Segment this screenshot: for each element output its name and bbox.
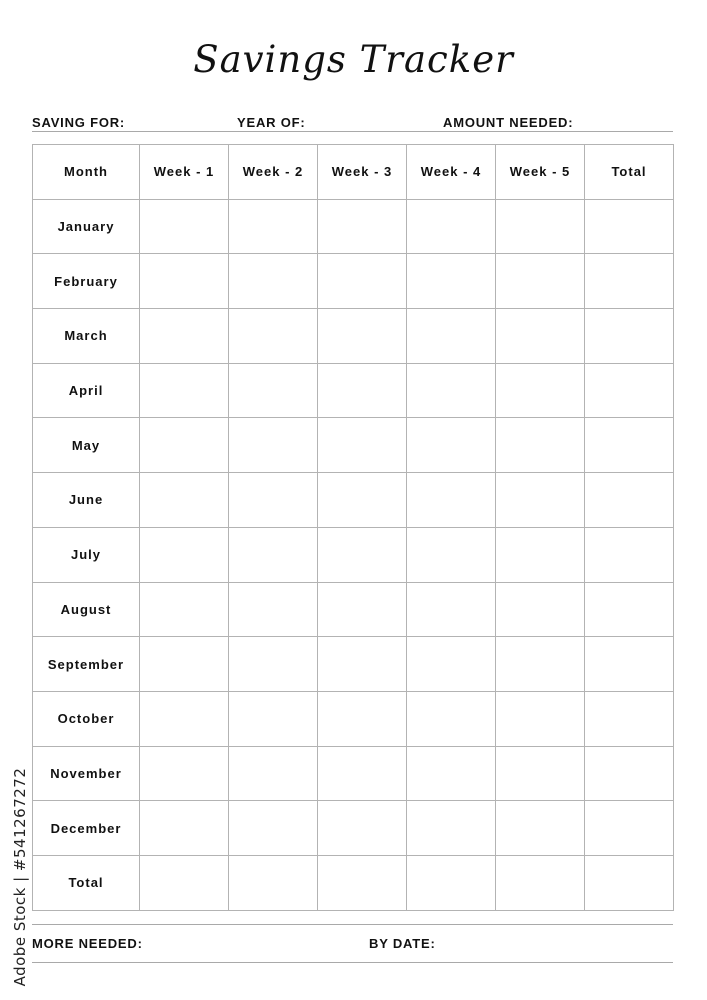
- savings-table: [32, 144, 674, 911]
- entry-cell[interactable]: [496, 254, 585, 309]
- row-label: December: [33, 801, 140, 856]
- entry-cell[interactable]: [585, 363, 674, 418]
- entry-cell[interactable]: [496, 691, 585, 746]
- entry-cell[interactable]: [140, 418, 229, 473]
- entry-cell[interactable]: [407, 254, 496, 309]
- table-row: [33, 582, 674, 637]
- entry-cell[interactable]: [407, 527, 496, 582]
- column-header-week-4: Week - 4: [407, 145, 496, 200]
- entry-cell[interactable]: [585, 691, 674, 746]
- footer-bottom-rule: [32, 962, 673, 963]
- entry-cell[interactable]: [585, 582, 674, 637]
- entry-cell[interactable]: [496, 746, 585, 801]
- entry-cell[interactable]: [140, 801, 229, 856]
- row-label: Total: [33, 855, 140, 910]
- entry-cell[interactable]: [585, 309, 674, 364]
- entry-cell[interactable]: [585, 199, 674, 254]
- row-label: January: [33, 199, 140, 254]
- entry-cell[interactable]: [407, 746, 496, 801]
- entry-cell[interactable]: [585, 527, 674, 582]
- column-header-week-2: Week - 2: [229, 145, 318, 200]
- table-row: [33, 855, 674, 910]
- column-header-total: Total: [585, 145, 674, 200]
- entry-cell[interactable]: [318, 473, 407, 528]
- row-label: March: [33, 309, 140, 364]
- entry-cell[interactable]: [407, 473, 496, 528]
- entry-cell[interactable]: [229, 473, 318, 528]
- entry-cell[interactable]: [407, 199, 496, 254]
- header-fields: [32, 113, 673, 133]
- entry-cell[interactable]: [229, 309, 318, 364]
- entry-cell[interactable]: [140, 855, 229, 910]
- row-label: November: [33, 746, 140, 801]
- entry-cell[interactable]: [229, 691, 318, 746]
- stock-id-watermark: [6, 765, 34, 990]
- entry-cell[interactable]: [318, 801, 407, 856]
- entry-cell[interactable]: [229, 527, 318, 582]
- entry-cell[interactable]: [140, 527, 229, 582]
- row-label: August: [33, 582, 140, 637]
- year-of-label: YEAR OF:: [237, 115, 306, 130]
- entry-cell[interactable]: [496, 637, 585, 692]
- entry-cell[interactable]: [407, 309, 496, 364]
- entry-cell[interactable]: [496, 582, 585, 637]
- table-row: [33, 473, 674, 528]
- entry-cell[interactable]: [140, 746, 229, 801]
- column-header-week-3: Week - 3: [318, 145, 407, 200]
- row-label: February: [33, 254, 140, 309]
- entry-cell[interactable]: [318, 309, 407, 364]
- column-header-week-5: Week - 5: [496, 145, 585, 200]
- entry-cell[interactable]: [496, 855, 585, 910]
- row-label: September: [33, 637, 140, 692]
- entry-cell[interactable]: [318, 363, 407, 418]
- entry-cell[interactable]: [496, 363, 585, 418]
- entry-cell[interactable]: [140, 199, 229, 254]
- entry-cell[interactable]: [318, 746, 407, 801]
- by-date-label: BY DATE:: [369, 936, 436, 951]
- entry-cell[interactable]: [585, 473, 674, 528]
- column-header-month: Month: [33, 145, 140, 200]
- entry-cell[interactable]: [318, 527, 407, 582]
- column-header-week-1: Week - 1: [140, 145, 229, 200]
- table-row: [33, 746, 674, 801]
- table-row: [33, 801, 674, 856]
- entry-cell[interactable]: [496, 199, 585, 254]
- entry-cell[interactable]: [318, 582, 407, 637]
- entry-cell[interactable]: [140, 637, 229, 692]
- entry-cell[interactable]: [229, 254, 318, 309]
- entry-cell[interactable]: [229, 199, 318, 254]
- entry-cell[interactable]: [496, 418, 585, 473]
- entry-cell[interactable]: [229, 801, 318, 856]
- row-label: October: [33, 691, 140, 746]
- table-row: [33, 309, 674, 364]
- entry-cell[interactable]: [318, 855, 407, 910]
- entry-cell[interactable]: [496, 801, 585, 856]
- entry-cell[interactable]: [140, 582, 229, 637]
- entry-cell[interactable]: [585, 254, 674, 309]
- entry-cell[interactable]: [140, 254, 229, 309]
- entry-cell[interactable]: [140, 473, 229, 528]
- entry-cell[interactable]: [585, 746, 674, 801]
- row-label: June: [33, 473, 140, 528]
- entry-cell[interactable]: [407, 418, 496, 473]
- entry-cell[interactable]: [318, 199, 407, 254]
- entry-cell[interactable]: [407, 801, 496, 856]
- row-label: May: [33, 418, 140, 473]
- row-label: July: [33, 527, 140, 582]
- entry-cell[interactable]: [407, 582, 496, 637]
- entry-cell[interactable]: [229, 746, 318, 801]
- table-row: [33, 363, 674, 418]
- entry-cell[interactable]: [496, 527, 585, 582]
- more-needed-label: MORE NEEDED:: [32, 936, 143, 951]
- saving-for-label: SAVING FOR:: [32, 115, 126, 130]
- row-label: April: [33, 363, 140, 418]
- entry-cell[interactable]: [407, 363, 496, 418]
- entry-cell[interactable]: [140, 363, 229, 418]
- entry-cell[interactable]: [229, 637, 318, 692]
- entry-cell[interactable]: [318, 637, 407, 692]
- header-row: [33, 145, 674, 200]
- entry-cell[interactable]: [318, 254, 407, 309]
- entry-cell[interactable]: [407, 637, 496, 692]
- entry-cell[interactable]: [229, 363, 318, 418]
- table-row: [33, 527, 674, 582]
- entry-cell[interactable]: [318, 418, 407, 473]
- entry-cell[interactable]: [318, 691, 407, 746]
- table-row: [33, 199, 674, 254]
- entry-cell[interactable]: [229, 582, 318, 637]
- footer-fields: [32, 934, 673, 954]
- entry-cell[interactable]: [407, 691, 496, 746]
- entry-cell[interactable]: [585, 801, 674, 856]
- entry-cell[interactable]: [229, 418, 318, 473]
- header-rule: [32, 131, 673, 132]
- entry-cell[interactable]: [585, 418, 674, 473]
- page-title: Savings Tracker: [193, 38, 514, 81]
- entry-cell[interactable]: [496, 309, 585, 364]
- footer-top-rule: [32, 924, 673, 925]
- entry-cell[interactable]: [585, 637, 674, 692]
- entry-cell[interactable]: [407, 855, 496, 910]
- entry-cell[interactable]: [585, 855, 674, 910]
- table-row: [33, 637, 674, 692]
- table-row: [33, 691, 674, 746]
- stock-id-text: Adobe Stock | #541267272: [11, 767, 29, 987]
- entry-cell[interactable]: [496, 473, 585, 528]
- table-row: [33, 254, 674, 309]
- entry-cell[interactable]: [140, 309, 229, 364]
- table-row: [33, 418, 674, 473]
- amount-needed-label: AMOUNT NEEDED:: [443, 115, 574, 130]
- entry-cell[interactable]: [229, 855, 318, 910]
- entry-cell[interactable]: [140, 691, 229, 746]
